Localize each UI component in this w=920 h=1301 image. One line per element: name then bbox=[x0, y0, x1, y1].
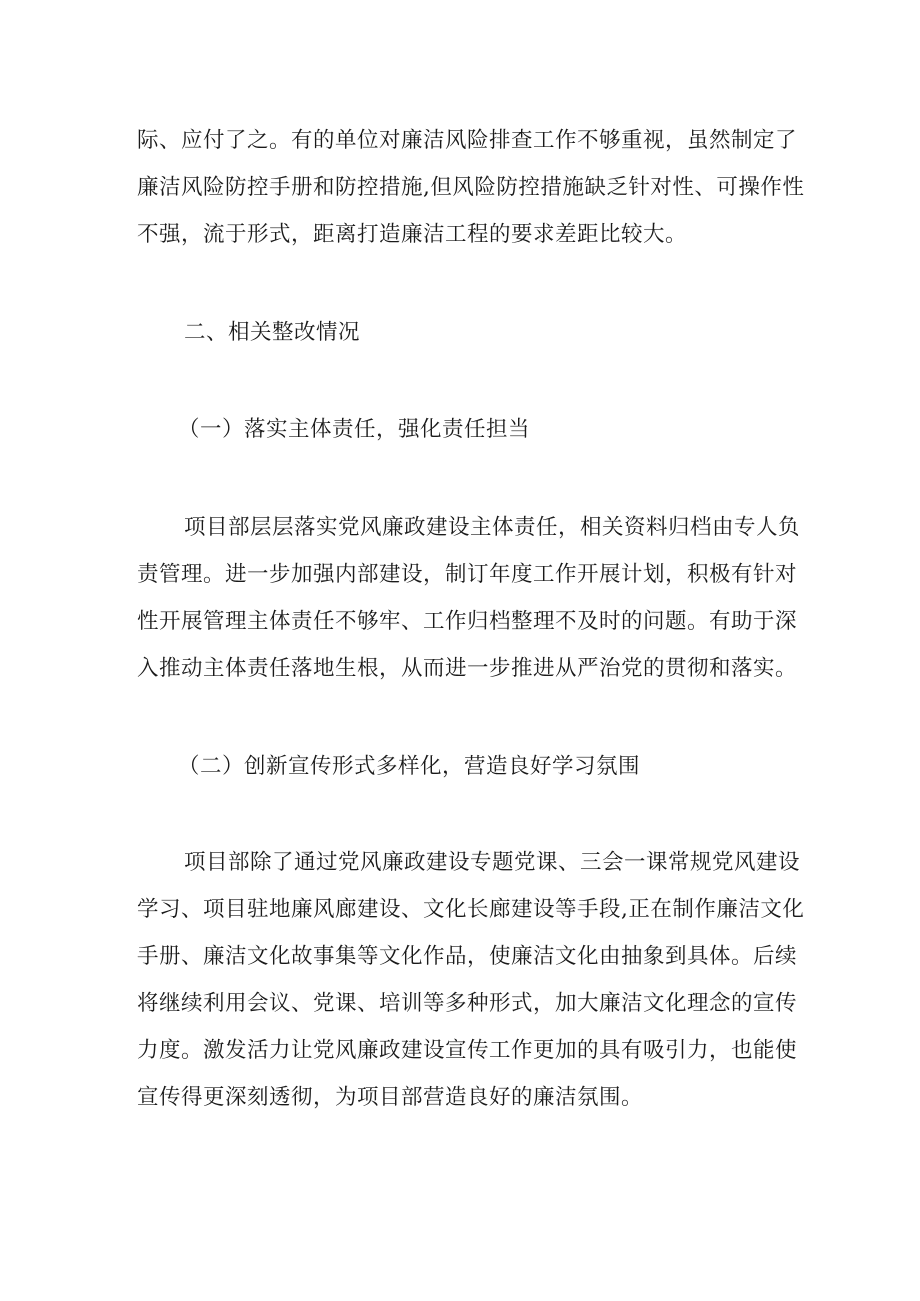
paragraph-line: 廉洁风险防控手册和防控措施,但风险防控措施缺乏针对性、可操作性 bbox=[137, 175, 805, 200]
subsection-title-2: （二）创新宣传形式多样化，营造良好学习氛围 bbox=[178, 754, 641, 779]
paragraph-line: 手册、廉洁文化故事集等文化作品，使廉洁文化由抽象到具体。后续 bbox=[137, 944, 798, 969]
paragraph-line: 力度。激发活力让党风廉政建设宣传工作更加的具有吸引力，也能使 bbox=[137, 1038, 798, 1063]
paragraph-line: 将继续利用会议、党课、培训等多种形式，加大廉洁文化理念的宣传 bbox=[137, 991, 798, 1016]
paragraph-line: 性开展管理主体责任不够牢、工作归档整理不及时的问题。有助于深 bbox=[137, 609, 798, 634]
paragraph-line: 不强，流于形式，距离打造廉洁工程的要求差距比较大。 bbox=[137, 222, 688, 247]
paragraph-line: 项目部除了通过党风廉政建设专题党课、三会一课常规党风建设 bbox=[184, 850, 801, 875]
subsection-title-1: （一）落实主体责任，强化责任担当 bbox=[178, 417, 531, 442]
paragraph-line: 入推动主体责任落地生根，从而进一步推进从严治党的贯彻和落实。 bbox=[137, 656, 798, 681]
paragraph-line: 宣传得更深刻透彻，为项目部营造良好的廉洁氛围。 bbox=[137, 1085, 644, 1110]
paragraph-line: 责管理。进一步加强内部建设，制订年度工作开展计划，积极有针对 bbox=[137, 562, 798, 587]
section-title: 二、相关整改情况 bbox=[184, 320, 361, 345]
paragraph-line: 项目部层层落实党风廉政建设主体责任，相关资料归档由专人负 bbox=[184, 515, 801, 540]
paragraph-line: 学习、项目驻地廉风廊建设、文化长廊建设等手段,正在制作廉洁文化 bbox=[137, 897, 805, 922]
paragraph-line: 际、应付了之。有的单位对廉洁风险排查工作不够重视，虽然制定了 bbox=[137, 128, 798, 153]
